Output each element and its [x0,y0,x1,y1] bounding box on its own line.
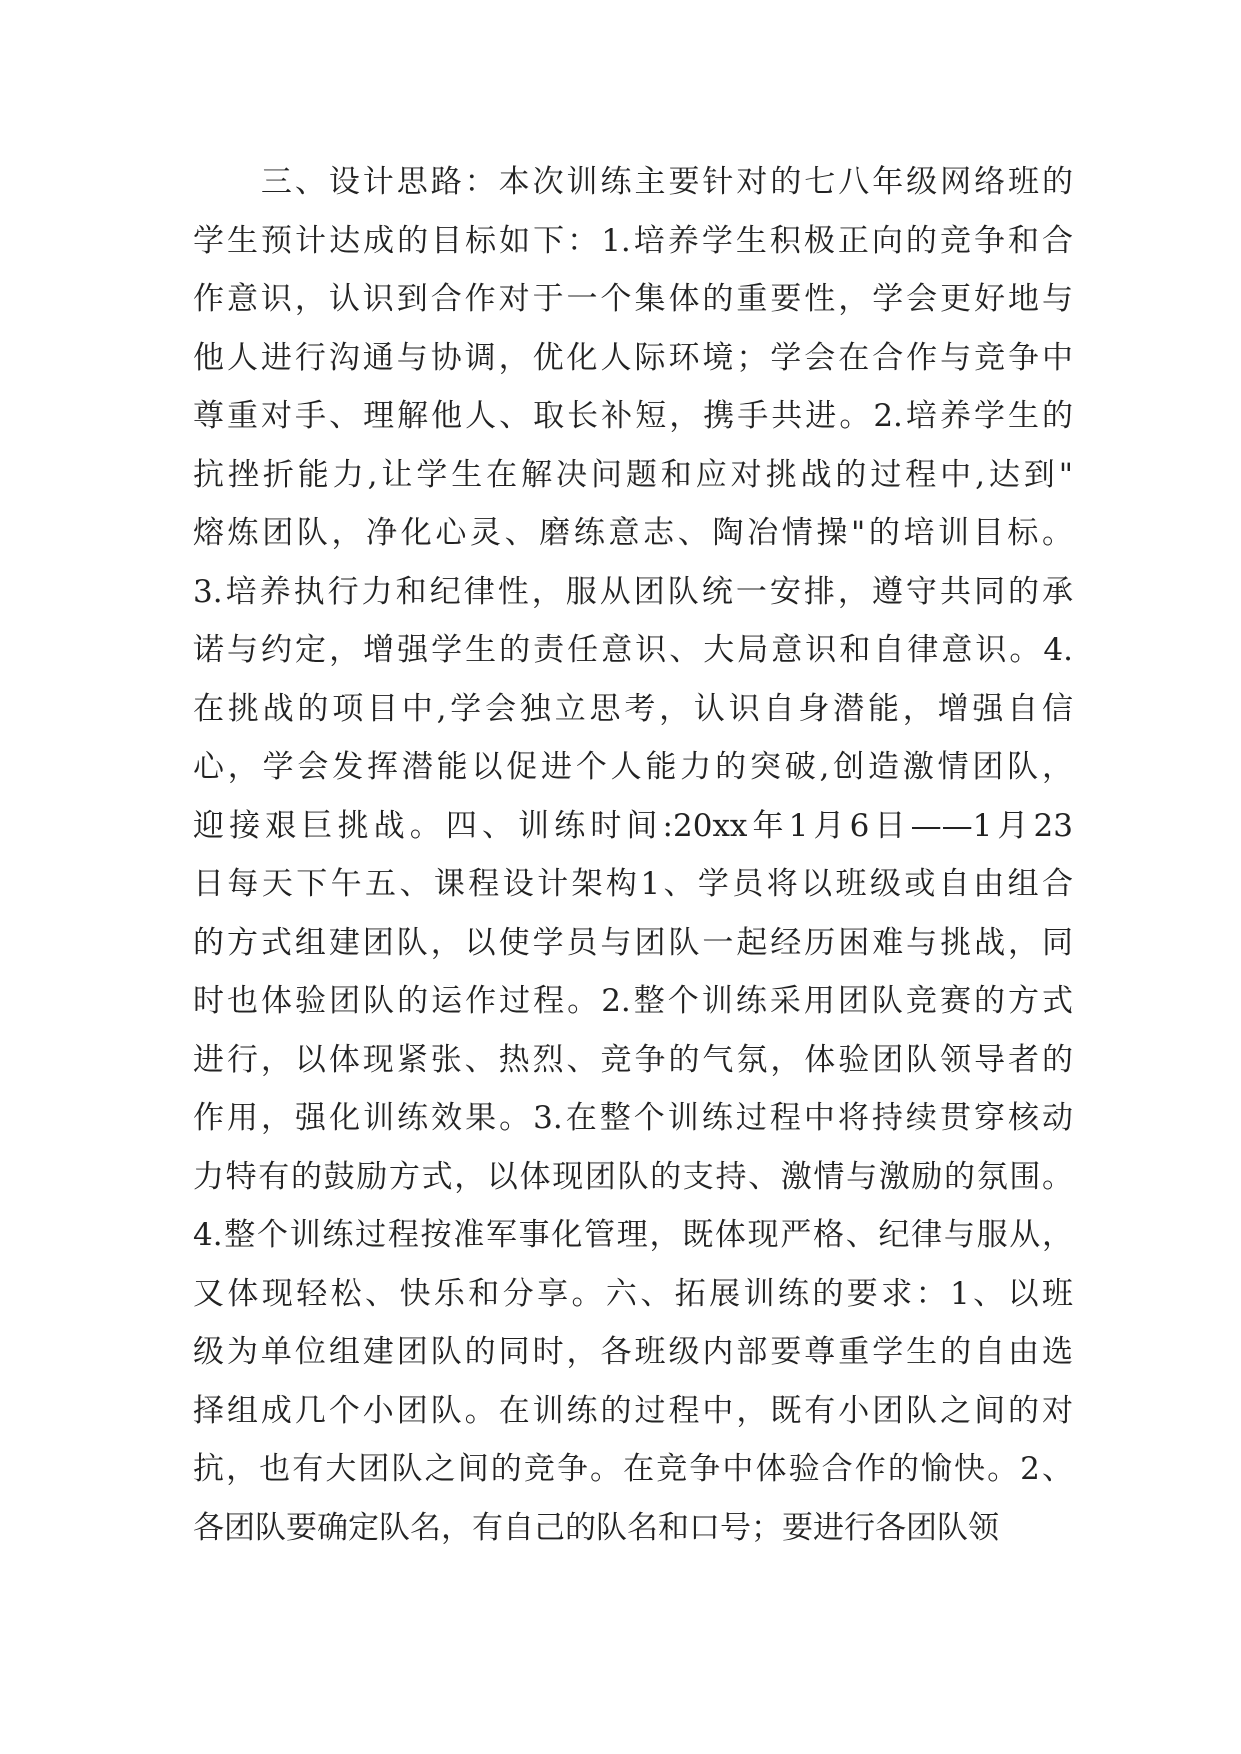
text-line: 抗，也有大团队之间的竞争。在竞争中体验合作的愉快。2、 [193,1451,1073,1487]
text-line: 三、设计思路：本次训练主要针对的七八年级网络班的 [193,164,1073,200]
text-line: 力特有的鼓励方式，以体现团队的支持、激情与激励的氛围。 [193,1158,1073,1195]
text-line: 熔炼团队，净化心灵、磨练意志、陶冶情操"的培训目标。 [193,515,1073,551]
text-line: 进行，以体现紧张、热烈、竞争的气氛，体验团队领导者的 [193,1041,1073,1078]
text-line: 尊重对手、理解他人、取长补短，携手共进。2.培养学生的 [193,398,1073,434]
text-line: 又体现轻松、快乐和分享。六、拓展训练的要求：1、以班 [193,1275,1073,1312]
text-line: 在挑战的项目中,学会独立思考，认识自身潜能，增强自信 [193,690,1073,727]
text-line: 日每天下午五、课程设计架构1、学员将以班级或自由组合 [193,866,1073,902]
body-text [193,160,1073,1564]
text-line: 学生预计达成的目标如下：1.培养学生积极正向的竞争和合 [193,222,1073,259]
text-line: 作意识，认识到合作对于一个集体的重要性，学会更好地与 [193,281,1073,317]
text-line: 时也体验团队的运作过程。2.整个训练采用团队竞赛的方式 [193,983,1073,1019]
text-line: 各团队要确定队名，有自己的队名和口号；要进行各团队领 [193,1509,999,1546]
text-line: 级为单位组建团队的同时，各班级内部要尊重学生的自由选 [193,1334,1073,1370]
text-line: 抗挫折能力,让学生在解决问题和应对挑战的过程中,达到" [193,456,1073,493]
text-line: 作用，强化训练效果。3.在整个训练过程中将持续贯穿核动 [193,1100,1073,1136]
text-line: 诺与约定，增强学生的责任意识、大局意识和自律意识。4. [193,632,1073,668]
text-line: 3.培养执行力和纪律性，服从团队统一安排，遵守共同的承 [193,573,1073,610]
text-line: 心，学会发挥潜能以促进个人能力的突破,创造激情团队， [193,749,1073,785]
text-line: 择组成几个小团队。在训练的过程中，既有小团队之间的对 [193,1392,1073,1429]
text-line: 迎接艰巨挑战。四、训练时间:20xx年1月6日——1月23 [193,807,1073,844]
text-line: 的方式组建团队，以使学员与团队一起经历困难与挑战，同 [193,924,1073,961]
text-line: 4.整个训练过程按准军事化管理，既体现严格、纪律与服从， [193,1217,1073,1253]
text-line: 他人进行沟通与协调，优化人际环境；学会在合作与竞争中 [193,339,1073,376]
